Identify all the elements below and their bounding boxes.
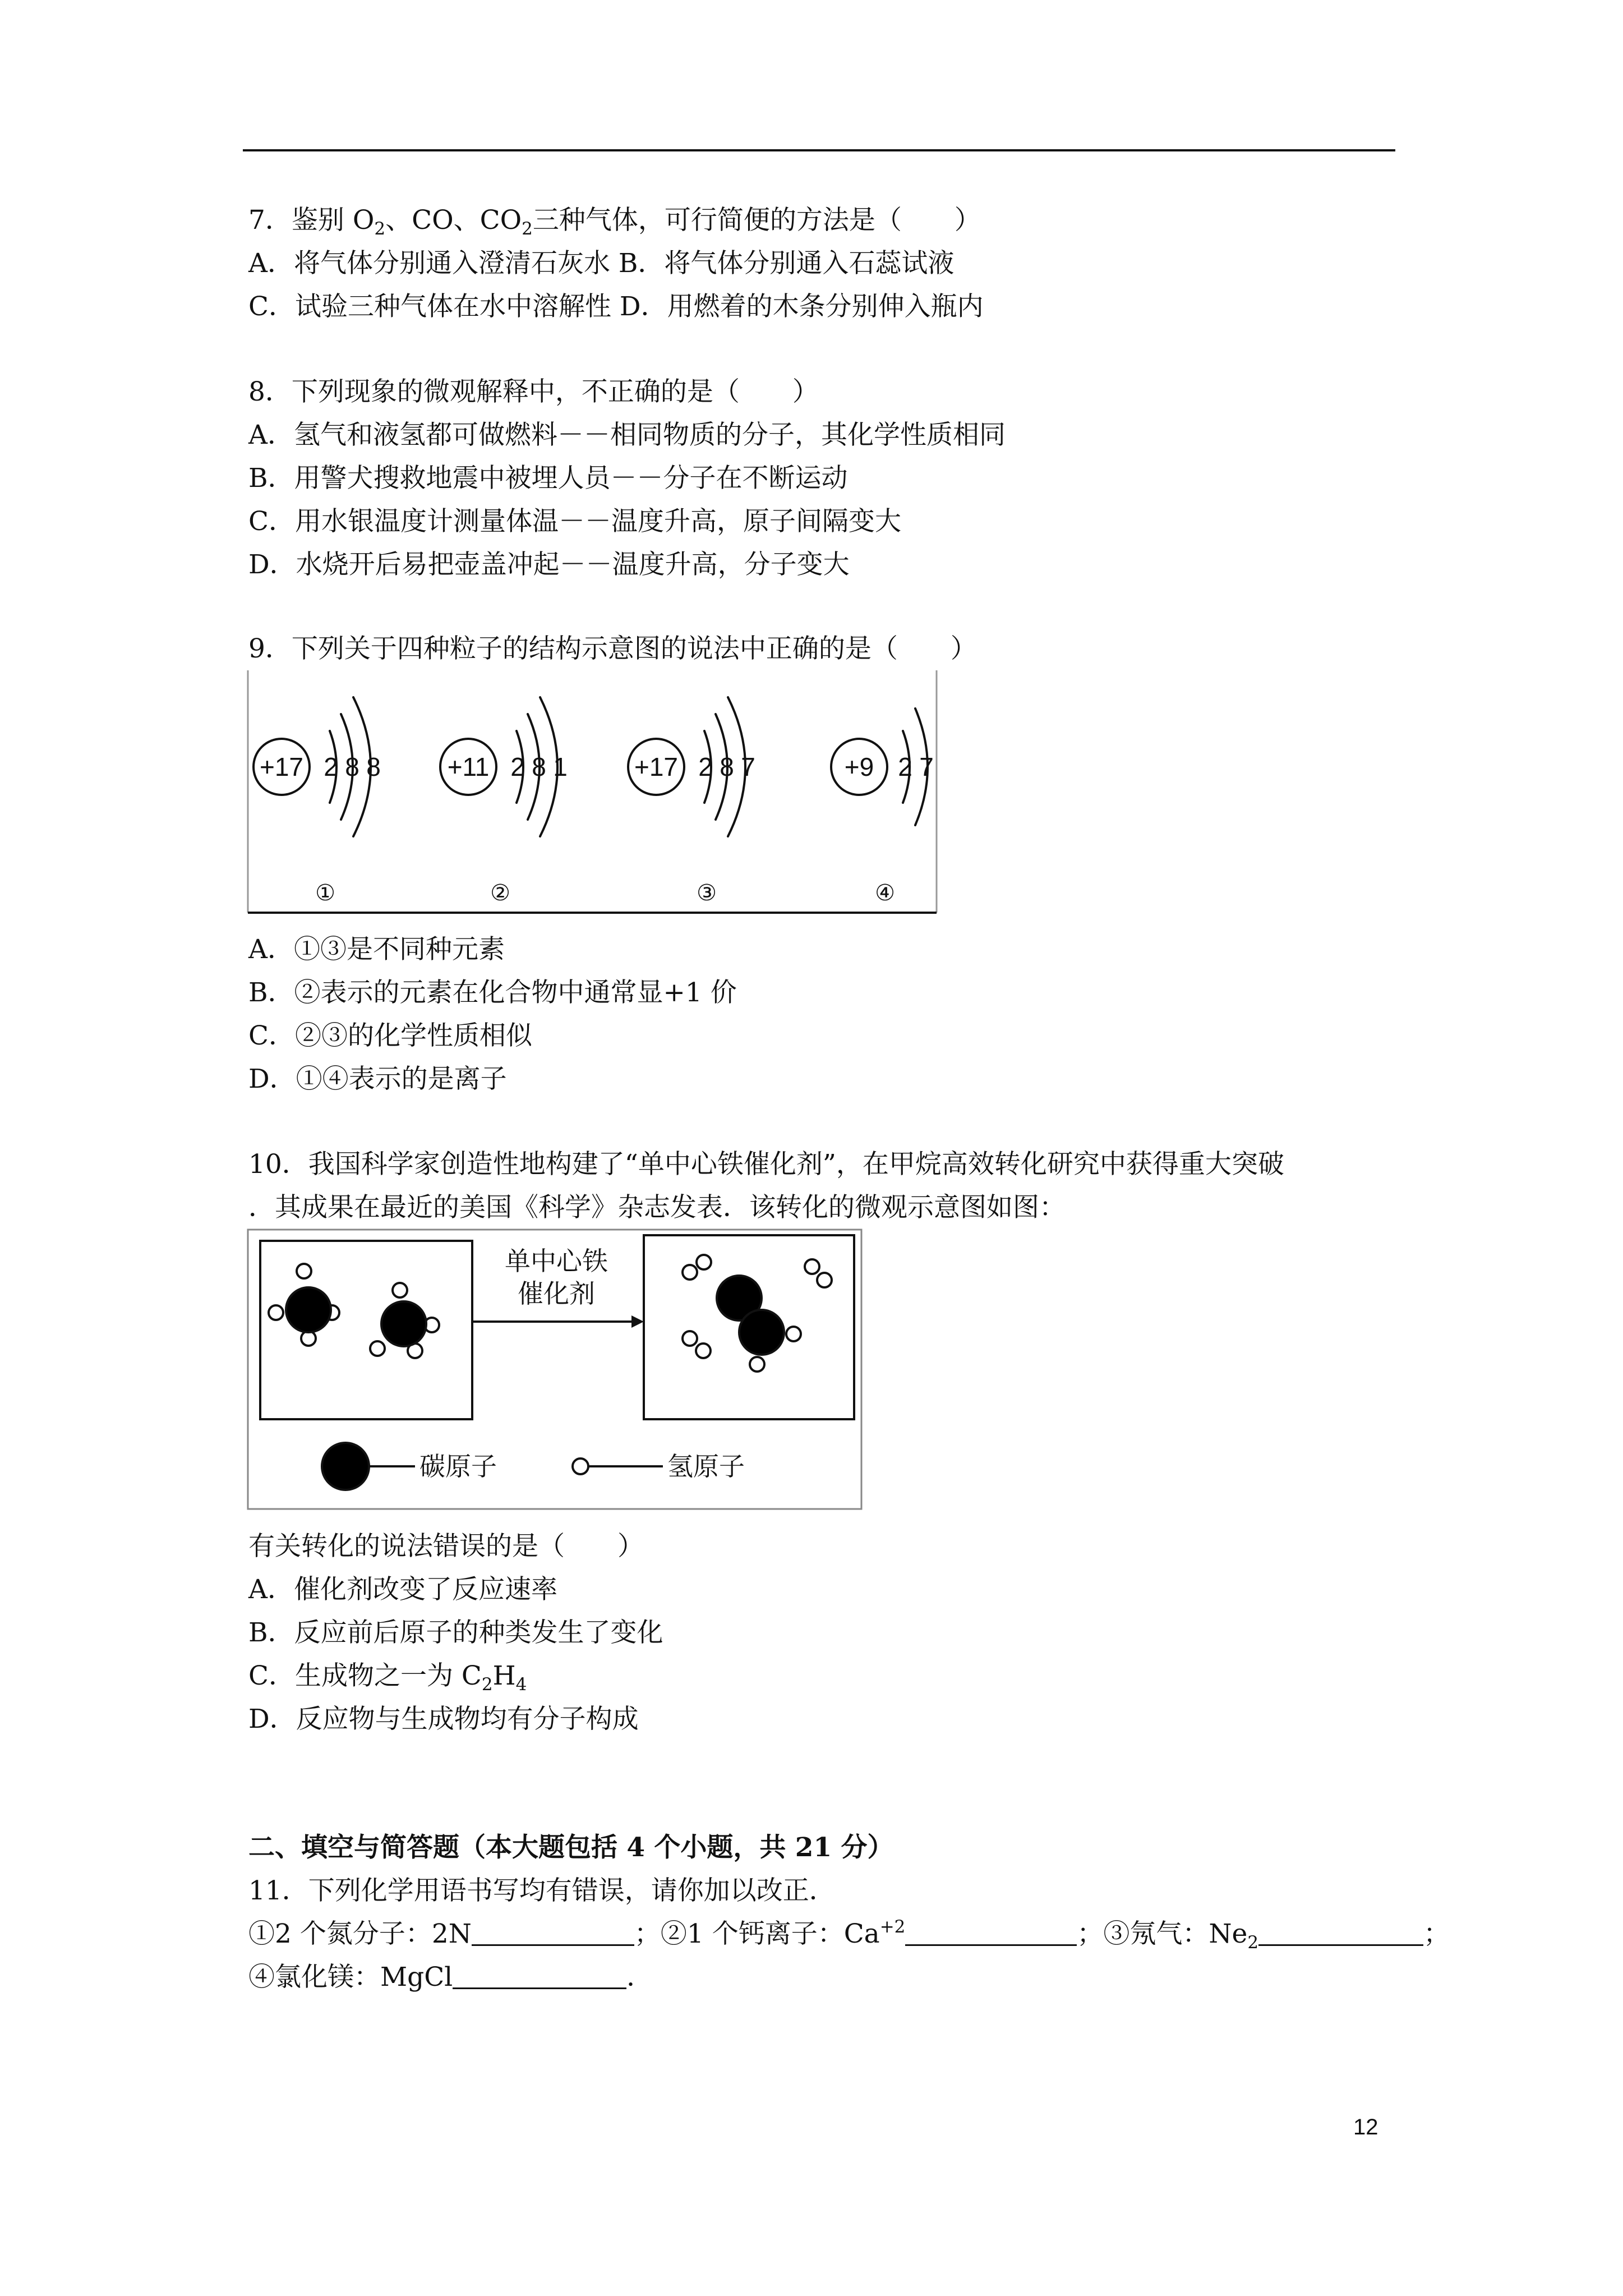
p1-nucleus: +17 [259, 752, 304, 781]
q10-question: 有关转化的说法错误的是（ ） [248, 1531, 644, 1562]
q9-option-b: B．②表示的元素在化合物中通常显+1 价 [248, 977, 737, 1008]
reaction-diagram [247, 1228, 864, 1512]
p2-nucleus: +11 [447, 752, 490, 781]
q11-items-row2: ④氯化镁：MgCl ． [248, 1962, 653, 1993]
q9-option-d: D．①④表示的是离子 [248, 1064, 507, 1094]
p3-shell-1: 2 [698, 752, 713, 781]
p4-shell-2: 7 [919, 752, 934, 781]
q11-items-row1: ①2 个氮分子：2N ；②1 个钙离子：$Ca^{+2}$ ；③氖气：$Ne_2$ ； [248, 1917, 1450, 1953]
p2-label: ② [490, 880, 510, 906]
p3-shell-3: 7 [741, 752, 755, 781]
p2-shell-3: 1 [553, 752, 568, 781]
q7-options-cd: C．试验三种气体在水中溶解性 D．用燃着的木条分别伸入瓶内 [248, 291, 984, 322]
q8-option-b: B．用警犬搜救地震中被埋人员－－分子在不断运动 [248, 463, 848, 494]
section-heading: 二、填空与简答题（本大题包括 4 个小题，共 21 分） [248, 1832, 894, 1863]
header-rule [243, 149, 1395, 151]
q10-option-b: B．反应前后原子的种类发生了变化 [248, 1617, 663, 1648]
p2-shell-2: 8 [532, 752, 546, 781]
p1-label: ① [315, 880, 335, 906]
q7-stem: 7．鉴别 $O_2$、CO、$CO_2$三种气体，可行简便的方法是（ ） [248, 205, 981, 239]
atomic-structure-figure [247, 670, 942, 917]
p3-nucleus: +17 [634, 752, 679, 781]
q7-options-ab: A．将气体分别通入澄清石灰水 B．将气体分别通入石蕊试液 [248, 248, 955, 279]
p1-shell-3: 8 [366, 752, 381, 781]
q10-stem-line1: 10．我国科学家创造性地构建了“单中心铁催化剂”，在甲烷高效转化研究中获得重大突破 [248, 1149, 1284, 1180]
answer-blank-4[interactable] [453, 1963, 626, 1989]
p2-shell-1: 2 [510, 752, 525, 781]
answer-blank-2[interactable] [905, 1920, 1077, 1946]
legend-carbon-label: 碳原子 [419, 1451, 497, 1481]
catalyst-label-line2: 催化剂 [518, 1278, 595, 1309]
q10-option-d: D．反应物与生成物均有分子构成 [248, 1704, 639, 1734]
q9-option-c: C．②③的化学性质相似 [248, 1020, 532, 1051]
catalyst-label-line1: 单中心铁 [505, 1246, 608, 1276]
answer-blank-3[interactable] [1258, 1920, 1423, 1946]
q9-stem: 9．下列关于四种粒子的结构示意图的说法中正确的是（ ） [248, 633, 977, 664]
p3-shell-2: 8 [720, 752, 734, 781]
q10-stem-line2: ．其成果在最近的美国《科学》杂志发表．该转化的微观示意图如图： [248, 1192, 1066, 1223]
q11-stem: 11．下列化学用语书写均有错误，请你加以改正． [248, 1875, 836, 1906]
p4-label: ④ [875, 880, 895, 906]
legend-hydrogen-label: 氢原子 [667, 1451, 745, 1481]
q8-option-a: A．氢气和液氢都可做燃料－－相同物质的分子，其化学性质相同 [248, 420, 1006, 450]
q9-option-a: A．①③是不同种元素 [248, 934, 505, 965]
q10-option-c: C．生成物之一为 $C_2H_4$ [248, 1660, 527, 1695]
q10-option-a: A．催化剂改变了反应速率 [248, 1574, 557, 1605]
page-number: 12 [1353, 2115, 1378, 2139]
p4-nucleus: +9 [844, 752, 874, 781]
p1-shell-2: 8 [345, 752, 359, 781]
p4-shell-1: 2 [898, 752, 912, 781]
q8-option-c: C．用水银温度计测量体温－－温度升高，原子间隔变大 [248, 506, 901, 537]
answer-blank-1[interactable] [472, 1920, 634, 1946]
q8-option-d: D．水烧开后易把壶盖冲起－－温度升高，分子变大 [248, 549, 850, 580]
p1-shell-1: 2 [324, 752, 338, 781]
p3-label: ③ [697, 880, 717, 906]
q8-stem: 8．下列现象的微观解释中，不正确的是（ ） [248, 376, 819, 407]
